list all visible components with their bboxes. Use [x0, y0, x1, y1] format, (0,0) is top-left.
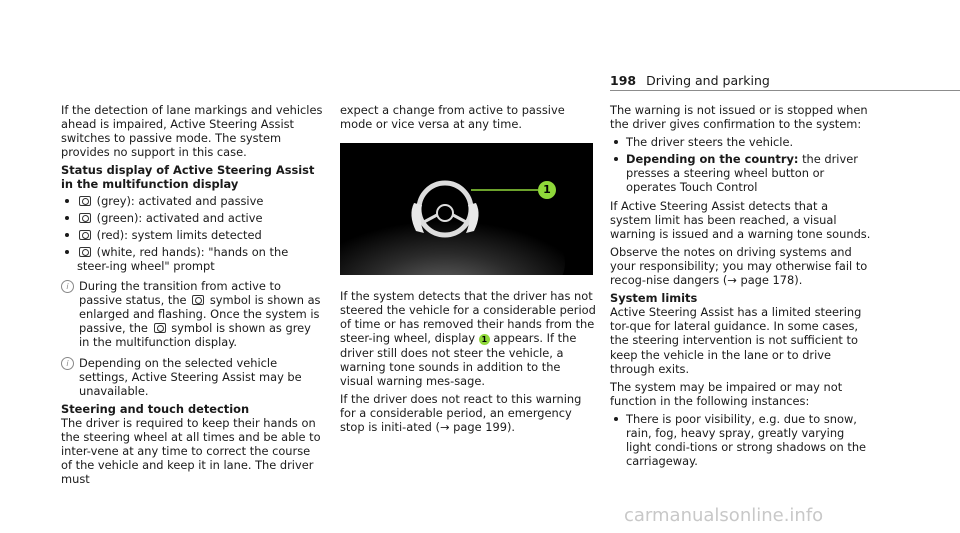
info-icon: i — [61, 357, 74, 370]
list-item: (white, red hands): "hands on the steer-ing wheel" prompt — [61, 245, 323, 273]
list-item: Depending on the country: the driver presses a steering wheel button or operates Touch Control — [610, 152, 872, 194]
steering-assist-icon — [79, 213, 91, 223]
steering-assist-icon — [79, 230, 91, 240]
column-right — [610, 103, 872, 472]
list-item: (red): system limits detected — [61, 228, 323, 242]
status-list — [61, 194, 323, 273]
callout-ref: 1 — [479, 334, 490, 345]
column-middle — [340, 103, 597, 438]
list-item: The driver steers the vehicle. — [610, 135, 872, 149]
page-number: 198 — [610, 73, 637, 88]
warning-paragraph: The warning is not issued or is stopped when the driver gives confirmation to the system: — [610, 103, 868, 132]
limits-heading: System limits — [610, 291, 698, 306]
steering-assist-icon — [192, 295, 204, 305]
info-note: i During the transition from active to passive status, the symbol is shown as enlarged and flashing. Once the system is passive, the symbol is shown as grey in the multifunction display. — [61, 279, 323, 349]
page-header — [610, 73, 770, 88]
instances-list — [610, 412, 872, 468]
confirmation-list — [610, 135, 872, 194]
column-left — [61, 103, 323, 490]
emergency-paragraph: If the driver does not react to this warning for a considerable period, an emergency stop is initi-ated (→ page 199). — [340, 391, 582, 435]
watermark: carmanualsonline.info — [624, 505, 824, 526]
impaired-paragraph: The system may be impaired or may not function in the following instances: — [610, 379, 843, 408]
torque-paragraph: Active Steering Assist has a limited steering tor-que for lateral guidance. In some cases, the steering intervention is not sufficient to keep the vehicle in the lane or to drive through exits. — [610, 305, 862, 376]
list-item: There is poor visibility, e.g. due to snow, rain, fog, heavy spray, greatly varying light condi-tions or strong shadows on the carriageway. — [610, 412, 872, 468]
status-heading: Status display of Active Steering Assist in the multifunction display — [61, 163, 315, 192]
limit-paragraph: If Active Steering Assist detects that a system limit has been reached, a visual warning is issued and a warning tone sounds. — [610, 198, 871, 241]
list-item: (green): activated and active — [61, 211, 323, 225]
info-note: i Depending on the selected vehicle settings, Active Steering Assist may be unavailable. — [61, 356, 323, 398]
section-title: Driving and parking — [646, 73, 770, 88]
callout-marker: 1 — [538, 181, 556, 199]
continuation-paragraph: expect a change from active to passive mode or vice versa at any time. — [340, 103, 565, 132]
intro-paragraph: If the detection of lane markings and vehicles ahead is impaired, Active Steering Assist switches to passive mode. The system provides no support in this case. — [61, 103, 323, 160]
steering-assist-icon — [154, 323, 166, 333]
detect-paragraph: If the system detects that the driver has not steered the vehicle for a considerable period of time or has removed their hands from the steer-ing wheel, display 1 appears. If the driver still does not steer the vehicle, a warning tone sounds in addition to the visual warning mes-sage. — [340, 289, 596, 388]
display-illustration — [340, 143, 593, 275]
info-icon: i — [61, 280, 74, 293]
observe-paragraph: Observe the notes on driving systems and your responsibility; you may otherwise fail to recog-nise dangers (→ page 178). — [610, 244, 868, 288]
touch-paragraph: The driver is required to keep their hands on the steering wheel at all times and be able to inter-vene at any time to correct the course of the vehicle and keep it in lane. The driver must — [61, 415, 321, 487]
list-item: (grey): activated and passive — [61, 194, 323, 208]
touch-heading: Steering and touch detection — [61, 401, 250, 416]
steering-assist-icon — [79, 196, 91, 206]
steering-assist-icon — [79, 247, 91, 257]
steering-wheel-illustration — [340, 143, 593, 275]
header-rule — [610, 90, 960, 91]
